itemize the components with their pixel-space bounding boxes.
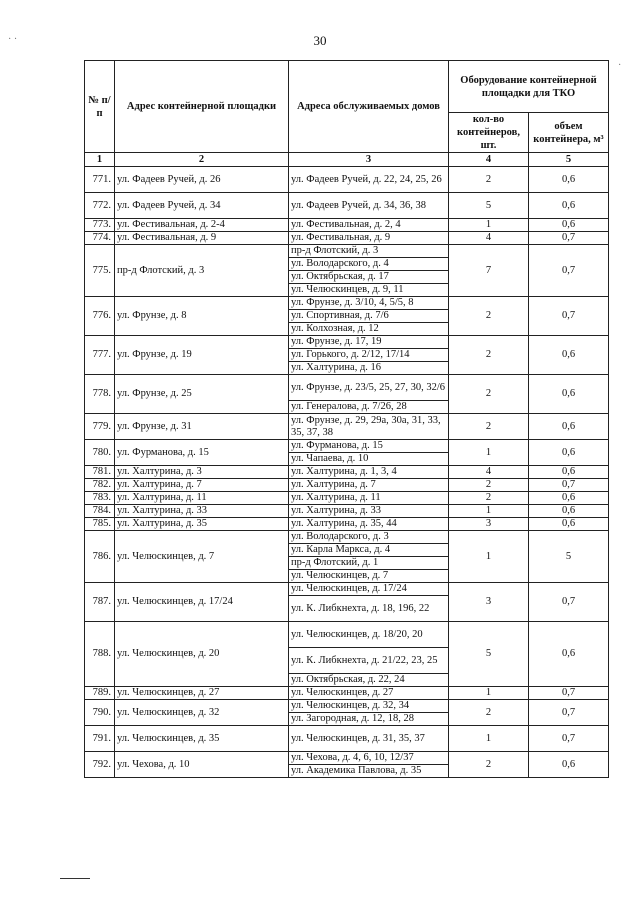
served-house: ул. Фрунзе, д. 29, 29а, 30а, 31, 33, 35, 37, 38: [289, 414, 449, 440]
served-house: ул. Челюскинцев, д. 31, 35, 37: [289, 726, 449, 752]
container-count: 3: [449, 583, 529, 622]
index-cell: 3: [289, 153, 449, 167]
served-house: ул. Челюскинцев, д. 32, 34: [289, 700, 449, 713]
container-count: 5: [449, 622, 529, 687]
served-house: ул. Фадеев Ручей, д. 34, 36, 38: [289, 193, 449, 219]
table-row: [85, 167, 609, 193]
table-row: [85, 414, 609, 440]
served-house: ул. Карла Маркса, д. 4: [289, 544, 449, 557]
served-house: ул. Чапаева, д. 10: [289, 453, 449, 466]
served-house: ул. Фестивальная, д. 9: [289, 232, 449, 245]
served-house: ул. Володарского, д. 4: [289, 258, 449, 271]
table-row: [85, 583, 609, 596]
table-row: [85, 479, 609, 492]
row-number: 789.: [85, 687, 115, 700]
served-house: ул. Челюскинцев, д. 18/20, 20: [289, 622, 449, 648]
row-number: 785.: [85, 518, 115, 531]
index-cell: 1: [85, 153, 115, 167]
container-count: 5: [449, 193, 529, 219]
row-number: 788.: [85, 622, 115, 687]
container-volume: 0,6: [529, 492, 609, 505]
header-volume: объем контейнера, м³: [529, 113, 609, 153]
row-number: 781.: [85, 466, 115, 479]
row-number: 774.: [85, 232, 115, 245]
site-address: ул. Фрунзе, д. 19: [115, 336, 289, 375]
table-row: [85, 375, 609, 401]
served-house: ул. Челюскинцев, д. 7: [289, 570, 449, 583]
container-sites-table: [84, 60, 609, 778]
container-count: 1: [449, 687, 529, 700]
served-house: ул. Халтурина, д. 1, 3, 4: [289, 466, 449, 479]
table-row: [85, 752, 609, 765]
container-count: 2: [449, 336, 529, 375]
row-number: 783.: [85, 492, 115, 505]
container-count: 2: [449, 752, 529, 778]
container-volume: 0,6: [529, 375, 609, 414]
page-number: 30: [313, 33, 327, 48]
container-volume: 0,7: [529, 583, 609, 622]
container-volume: 0,6: [529, 193, 609, 219]
row-number: 771.: [85, 167, 115, 193]
table-row: [85, 232, 609, 245]
site-address: ул. Фадеев Ручей, д. 26: [115, 167, 289, 193]
container-volume: 0,7: [529, 479, 609, 492]
container-count: 7: [449, 245, 529, 297]
table-row: [85, 505, 609, 518]
row-number: 775.: [85, 245, 115, 297]
container-volume: 0,6: [529, 336, 609, 375]
served-house: ул. Фадеев Ручей, д. 22, 24, 25, 26: [289, 167, 449, 193]
container-count: 1: [449, 726, 529, 752]
index-row: [85, 153, 609, 167]
table-row: [85, 687, 609, 700]
header-served-houses: Адреса обслуживаемых домов: [289, 61, 449, 153]
container-volume: 5: [529, 531, 609, 583]
table-row: [85, 219, 609, 232]
table-row: [85, 440, 609, 453]
served-house: ул. К. Либкнехта, д. 18, 196, 22: [289, 596, 449, 622]
site-address: ул. Челюскинцев, д. 35: [115, 726, 289, 752]
row-number: 792.: [85, 752, 115, 778]
served-house: ул. Спортивная, д. 7/6: [289, 310, 449, 323]
served-house: ул. К. Либкнехта, д. 21/22, 23, 25: [289, 648, 449, 674]
site-address: ул. Челюскинцев, д. 7: [115, 531, 289, 583]
header-equipment: Оборудование контейнерной площадки для ТКО: [449, 61, 609, 113]
container-count: 4: [449, 232, 529, 245]
site-address: ул. Халтурина, д. 3: [115, 466, 289, 479]
row-number: 787.: [85, 583, 115, 622]
served-house: ул. Фурманова, д. 15: [289, 440, 449, 453]
served-house: ул. Октябрьская, д. 17: [289, 271, 449, 284]
container-volume: 0,6: [529, 752, 609, 778]
container-count: 2: [449, 167, 529, 193]
table-row: [85, 466, 609, 479]
header-address: Адрес контейнерной площадки: [115, 61, 289, 153]
container-count: 2: [449, 492, 529, 505]
table-row: [85, 622, 609, 648]
table-row: [85, 245, 609, 258]
scan-speck: ·: [618, 60, 622, 71]
header-count: кол-во контейнеров, шт.: [449, 113, 529, 153]
served-house: ул. Фрунзе, д. 23/5, 25, 27, 30, 32/6: [289, 375, 449, 401]
container-count: 1: [449, 531, 529, 583]
header-num: № п/п: [85, 61, 115, 153]
served-house: ул. Володарского, д. 3: [289, 531, 449, 544]
row-number: 791.: [85, 726, 115, 752]
row-number: 782.: [85, 479, 115, 492]
container-volume: 0,7: [529, 245, 609, 297]
row-number: 776.: [85, 297, 115, 336]
site-address: ул. Челюскинцев, д. 17/24: [115, 583, 289, 622]
site-address: ул. Халтурина, д. 11: [115, 492, 289, 505]
row-number: 779.: [85, 414, 115, 440]
served-house: ул. Челюскинцев, д. 9, 11: [289, 284, 449, 297]
site-address: ул. Челюскинцев, д. 20: [115, 622, 289, 687]
site-address: ул. Фестивальная, д. 9: [115, 232, 289, 245]
container-volume: 0,7: [529, 700, 609, 726]
served-house: ул. Халтурина, д. 33: [289, 505, 449, 518]
site-address: ул. Фрунзе, д. 25: [115, 375, 289, 414]
row-number: 784.: [85, 505, 115, 518]
container-count: 4: [449, 466, 529, 479]
site-address: ул. Халтурина, д. 7: [115, 479, 289, 492]
index-cell: 2: [115, 153, 289, 167]
site-address: ул. Челюскинцев, д. 27: [115, 687, 289, 700]
site-address: пр-д Флотский, д. 3: [115, 245, 289, 297]
container-volume: 0,7: [529, 297, 609, 336]
container-volume: 0,6: [529, 440, 609, 466]
table-row: [85, 297, 609, 310]
row-number: 773.: [85, 219, 115, 232]
container-volume: 0,6: [529, 505, 609, 518]
served-house: ул. Фрунзе, д. 3/10, 4, 5/5, 8: [289, 297, 449, 310]
served-house: пр-д Флотский, д. 3: [289, 245, 449, 258]
container-volume: 0,7: [529, 726, 609, 752]
table-row: [85, 336, 609, 349]
site-address: ул. Халтурина, д. 33: [115, 505, 289, 518]
site-address: ул. Фрунзе, д. 31: [115, 414, 289, 440]
site-address: ул. Фурманова, д. 15: [115, 440, 289, 466]
container-count: 3: [449, 518, 529, 531]
container-volume: 0,6: [529, 518, 609, 531]
served-house: пр-д Флотский, д. 1: [289, 557, 449, 570]
site-address: ул. Фадеев Ручей, д. 34: [115, 193, 289, 219]
site-address: ул. Фрунзе, д. 8: [115, 297, 289, 336]
row-number: 778.: [85, 375, 115, 414]
served-house: ул. Фрунзе, д. 17, 19: [289, 336, 449, 349]
served-house: ул. Халтурина, д. 16: [289, 362, 449, 375]
row-number: 790.: [85, 700, 115, 726]
container-count: 2: [449, 479, 529, 492]
scan-speck: · ·: [8, 34, 18, 45]
container-volume: 0,6: [529, 414, 609, 440]
index-cell: 4: [449, 153, 529, 167]
served-house: ул. Академика Павлова, д. 35: [289, 765, 449, 778]
container-count: 2: [449, 297, 529, 336]
container-count: 2: [449, 375, 529, 414]
table-row: [85, 193, 609, 219]
served-house: ул. Халтурина, д. 7: [289, 479, 449, 492]
container-count: 1: [449, 440, 529, 466]
served-house: ул. Чехова, д. 4, 6, 10, 12/37: [289, 752, 449, 765]
served-house: ул. Челюскинцев, д. 27: [289, 687, 449, 700]
served-house: ул. Колхозная, д. 12: [289, 323, 449, 336]
served-house: ул. Генералова, д. 7/26, 28: [289, 401, 449, 414]
row-number: 786.: [85, 531, 115, 583]
served-house: ул. Фестивальная, д. 2, 4: [289, 219, 449, 232]
table-row: [85, 726, 609, 752]
container-count: 1: [449, 219, 529, 232]
served-house: ул. Горького, д. 2/12, 17/14: [289, 349, 449, 362]
container-volume: 0,6: [529, 466, 609, 479]
row-number: 777.: [85, 336, 115, 375]
table-row: [85, 492, 609, 505]
container-volume: 0,6: [529, 219, 609, 232]
scan-rule: [60, 878, 90, 879]
served-house: ул. Халтурина, д. 11: [289, 492, 449, 505]
container-volume: 0,6: [529, 622, 609, 687]
served-house: ул. Октябрьская, д. 22, 24: [289, 674, 449, 687]
row-number: 780.: [85, 440, 115, 466]
header-row: [85, 61, 609, 113]
site-address: ул. Халтурина, д. 35: [115, 518, 289, 531]
table-row: [85, 518, 609, 531]
site-address: ул. Челюскинцев, д. 32: [115, 700, 289, 726]
served-house: ул. Халтурина, д. 35, 44: [289, 518, 449, 531]
container-count: 2: [449, 414, 529, 440]
site-address: ул. Чехова, д. 10: [115, 752, 289, 778]
container-volume: 0,6: [529, 167, 609, 193]
row-number: 772.: [85, 193, 115, 219]
table-row: [85, 700, 609, 713]
container-volume: 0,7: [529, 232, 609, 245]
container-count: 2: [449, 700, 529, 726]
served-house: ул. Загородная, д. 12, 18, 28: [289, 713, 449, 726]
site-address: ул. Фестивальная, д. 2-4: [115, 219, 289, 232]
container-volume: 0,7: [529, 687, 609, 700]
container-count: 1: [449, 505, 529, 518]
table-row: [85, 531, 609, 544]
index-cell: 5: [529, 153, 609, 167]
served-house: ул. Челюскинцев, д. 17/24: [289, 583, 449, 596]
